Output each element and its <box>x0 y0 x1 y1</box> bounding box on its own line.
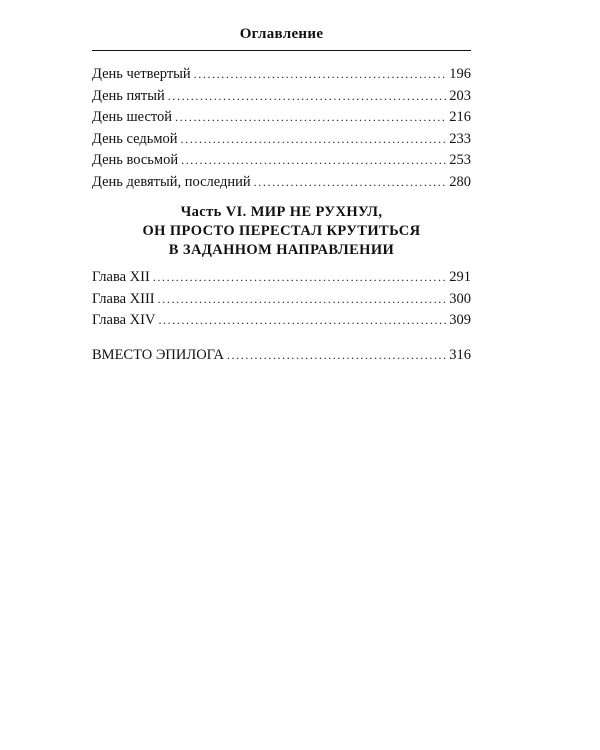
toc-entry-page: 316 <box>449 347 471 363</box>
dot-leader <box>181 129 447 151</box>
toc-entry[interactable] <box>92 129 471 151</box>
toc-entry-title: Глава XII <box>92 269 150 285</box>
dot-leader <box>181 150 446 172</box>
toc-entry-epilogue[interactable] <box>92 345 471 367</box>
part-heading <box>92 203 471 260</box>
toc-entry-page: 309 <box>449 312 471 328</box>
toc-entry-page: 291 <box>449 269 471 285</box>
header-divider <box>92 50 471 51</box>
toc-entry-page: 253 <box>449 152 471 168</box>
toc-entry[interactable] <box>92 150 471 172</box>
toc-entry[interactable] <box>92 107 471 129</box>
toc-entry-page: 233 <box>449 130 471 147</box>
part-heading-line: ОН ПРОСТО ПЕРЕСТАЛ КРУТИТЬСЯ <box>142 223 421 239</box>
toc-entry-page: 203 <box>449 87 471 104</box>
toc-entry-title: Глава XIV <box>92 312 156 328</box>
toc-entry-title: ВМЕСТО ЭПИЛОГА <box>92 347 224 363</box>
toc-entry-title: День четвертый <box>92 66 191 82</box>
toc-entry-title: День восьмой <box>92 152 179 168</box>
toc-entry-page: 280 <box>449 173 471 190</box>
dot-leader <box>227 345 446 367</box>
dot-leader <box>254 172 447 194</box>
toc-entry-title: День шестой <box>92 109 173 125</box>
toc-entry[interactable] <box>92 86 471 108</box>
dot-leader <box>168 86 446 108</box>
dot-leader <box>158 289 447 311</box>
toc-entry-page: 196 <box>449 66 471 82</box>
part-heading-line: Часть VI. МИР НЕ РУХНУЛ, <box>180 204 383 220</box>
dot-leader <box>158 310 446 332</box>
toc-epilogue-list <box>92 345 471 367</box>
toc-entry[interactable] <box>92 64 471 86</box>
part-heading-line: В ЗАДАННОМ НАПРАВЛЕНИИ <box>168 242 395 258</box>
toc-entry[interactable] <box>92 267 471 289</box>
toc-entry[interactable] <box>92 172 471 194</box>
toc-entry[interactable] <box>92 310 471 332</box>
toc-entry-title: Глава XIII <box>92 290 155 307</box>
toc-entry-title: День девятый, последний <box>92 173 251 190</box>
dot-leader <box>175 107 446 129</box>
toc-entry-title: День пятый <box>92 87 165 104</box>
toc-entry-page: 216 <box>449 109 471 125</box>
toc-entry-page: 300 <box>449 290 471 307</box>
toc-chapters-list <box>92 267 471 332</box>
dot-leader <box>153 267 446 289</box>
toc-days-list <box>92 64 471 193</box>
toc-entry[interactable] <box>92 289 471 311</box>
toc-entry-title: День седьмой <box>92 130 178 147</box>
dot-leader <box>194 64 447 86</box>
page-title: Оглавление <box>239 26 324 42</box>
